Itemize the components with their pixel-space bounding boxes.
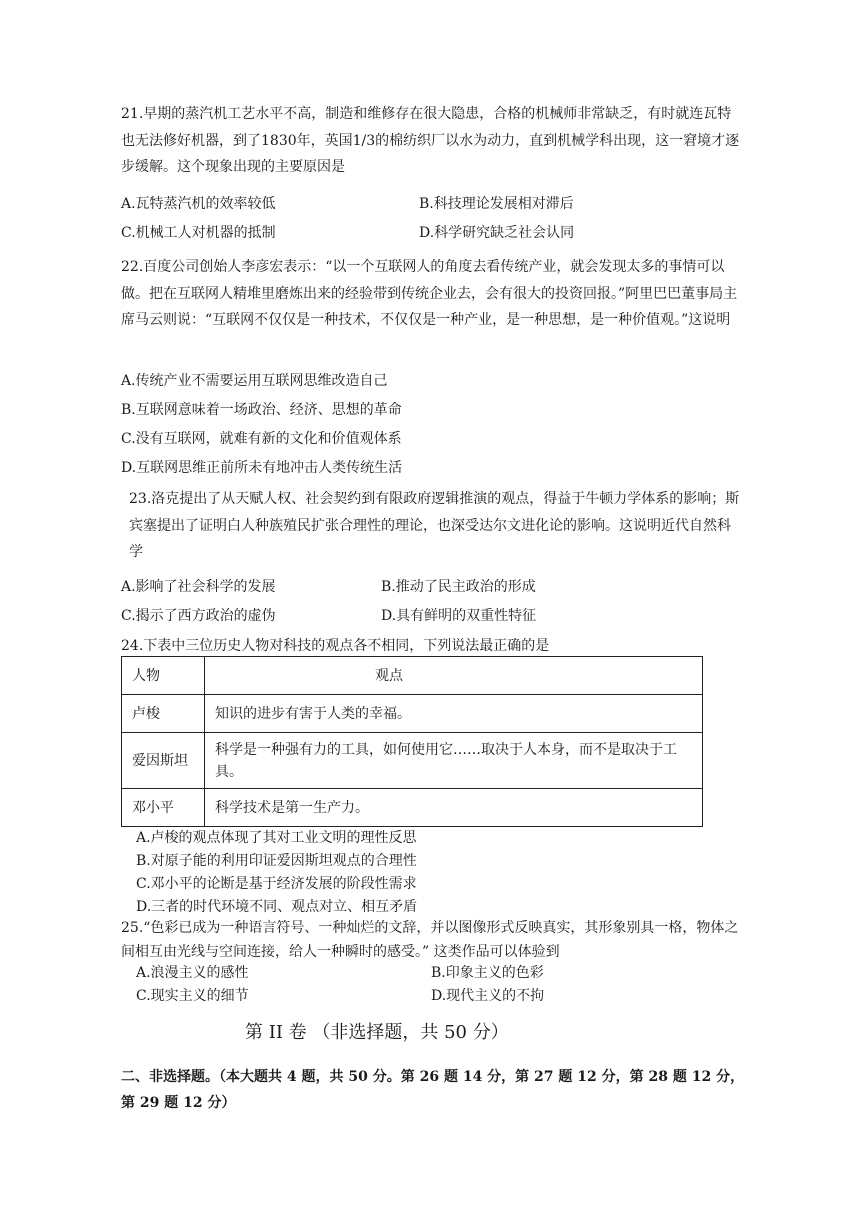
table-cell-opinion: 科学技术是第一生产力。 [205, 789, 703, 827]
q24-option-c: C.邓小平的论断是基于经济发展的阶段性需求 [136, 876, 417, 892]
table-cell-person: 邓小平 [122, 789, 205, 827]
q21-option-d: D.科学研究缺乏社会认同 [419, 225, 575, 241]
q23-option-c: C.揭示了西方政治的虚伪 [121, 608, 276, 624]
q21-option-a: A.瓦特蒸汽机的效率较低 [121, 196, 276, 212]
q22-option-a: A.传统产业不需要运用互联网思维改造自己 [121, 373, 388, 389]
section-description: 二、非选择题。（本大题共 4 题，共 50 分。第 26 题 14 分，第 27 题 12 分，第 28 题 12 分，第 29 题 12 分） [121, 1069, 745, 1111]
opinions-table [121, 656, 703, 827]
table-row [122, 695, 703, 733]
table-row [122, 733, 703, 789]
question-24-text: 24.下表中三位历史人物对科技的观点各不相同，下列说法最正确的是 [121, 638, 550, 654]
q24-option-d: D.三者的时代环境不同、观点对立、相互矛盾 [136, 899, 418, 915]
question-22-stem [121, 254, 741, 334]
table-cell-person: 卢梭 [122, 695, 205, 733]
q21-option-b: B.科技理论发展相对滞后 [419, 196, 574, 212]
q25-option-c: C.现实主义的细节 [136, 988, 249, 1004]
table-row [122, 789, 703, 827]
q24-option-a: A.卢梭的观点体现了其对工业文明的理性反思 [136, 830, 417, 846]
question-22-text: 22.百度公司创始人李彦宏表示：“以一个互联网人的角度去看传统产业，就会发现太多的事情可以做。把在互联网人精堆里磨炼出来的经验带到传统企业去，会有很大的投资回报。”阿里巴巴董事局主席马云则说：“互联网不仅仅是一种技术，不仅仅是一种产业，是一种思想，是一种价值观。”这说明 [121, 259, 738, 328]
table-cell-opinion: 知识的进步有害于人类的幸福。 [205, 695, 703, 733]
question-21-text: 21.早期的蒸汽机工艺水平不高，制造和维修存在很大隐患，合格的机械师非常缺乏，有时就连瓦特也无法修好机器，到了1830年，英国1/3的棉纺织厂以水为动力，直到机械学科出现，这一窘境才逐步缓解。这个现象出现的主要原因是 [121, 106, 740, 175]
section-title: 第 II 卷 （非选择题，共 50 分） [245, 1022, 509, 1043]
q25-option-b: B.印象主义的色彩 [431, 965, 544, 981]
table-header-opinion: 观点 [205, 657, 703, 695]
q21-option-c: C.机械工人对机器的抵制 [121, 225, 276, 241]
q22-option-d: D.互联网思维正前所未有地冲击人类传统生活 [121, 460, 403, 476]
table-header-person: 人物 [122, 657, 205, 695]
q22-option-c: C.没有互联网，就难有新的文化和价值观体系 [121, 431, 402, 447]
q25-option-d: D.现代主义的不拘 [431, 988, 545, 1004]
q25-option-a: A.浪漫主义的感性 [136, 965, 249, 981]
q23-option-a: A.影响了社会科学的发展 [121, 579, 276, 595]
question-21-stem [121, 101, 741, 181]
question-23-stem [129, 486, 741, 566]
q23-option-d: D.具有鲜明的双重性特征 [381, 608, 537, 624]
question-23-text: 23.洛克提出了从天赋人权、社会契约到有限政府逻辑推演的观点，得益于牛顿力学体系的影响；斯宾塞提出了证明白人种族殖民扩张合理性的理论，也深受达尔文进化论的影响。这说明近代自然科学 [129, 491, 740, 560]
question-25-text: 25.“色彩已成为一种语言符号、一种灿烂的文辞，并以图像形式反映真实，其形象别具一格，物体之间相互由光线与空间连接，给人一种瞬时的感受。” 这类作品可以体验到 [121, 920, 739, 960]
question-25-stem [121, 916, 741, 964]
table-cell-opinion: 科学是一种强有力的工具，如何使用它……取决于人本身，而不是取决于工具。 [205, 733, 703, 789]
q24-option-b: B.对原子能的利用印证爱因斯坦观点的合理性 [136, 853, 417, 869]
q22-option-b: B.互联网意味着一场政治、经济、思想的革命 [121, 402, 402, 418]
table-header-row [122, 657, 703, 695]
table-cell-person: 爱因斯坦 [122, 733, 205, 789]
q23-option-b: B.推动了民主政治的形成 [381, 579, 536, 595]
